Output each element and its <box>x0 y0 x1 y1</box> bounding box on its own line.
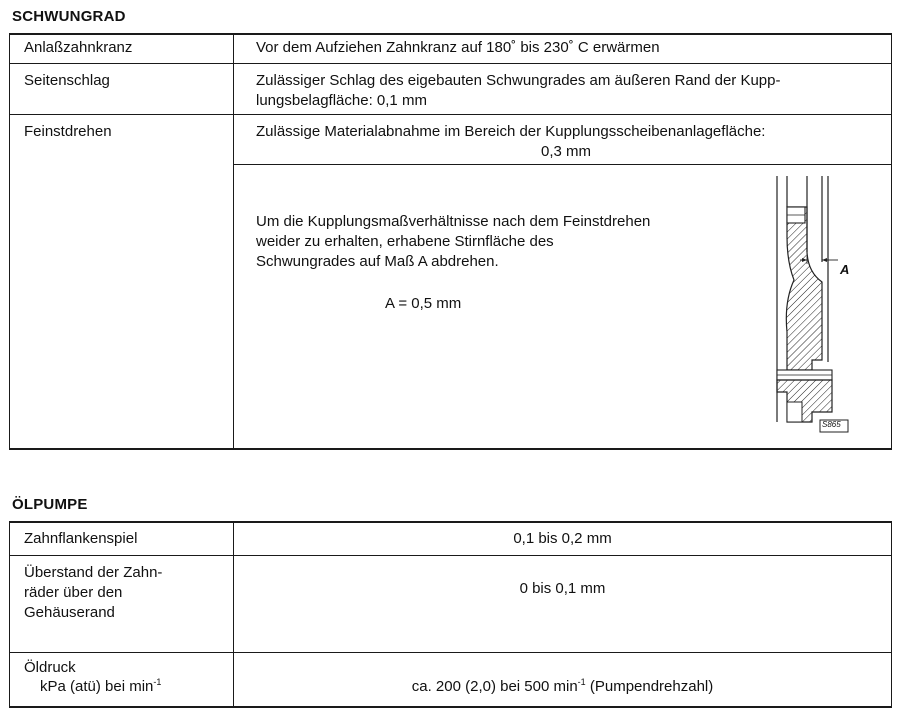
row-divider <box>9 63 892 64</box>
column-divider <box>233 33 234 450</box>
row-value-anlasszahnkranz: Vor dem Aufziehen Zahnkranz auf 180˚ bis 230˚ C erwärmen <box>256 39 660 56</box>
row-value-zahnflankenspiel: 0,1 bis 0,2 mm <box>513 530 612 547</box>
row-value-oeldruck <box>234 677 891 697</box>
row-divider <box>9 555 892 556</box>
row-value-ueberstand: 0 bis 0,1 mm <box>519 580 606 597</box>
dimension-label-a: A <box>840 262 850 277</box>
table-border-bottom <box>9 448 892 450</box>
row-label-feinstdrehen: Feinstdrehen <box>24 123 112 140</box>
oeldruck-value-suffix: (Pumpendrehzahl) <box>585 678 714 695</box>
figure-id: S865 <box>822 420 841 429</box>
oeldruck-unit-exponent: -1 <box>153 677 162 687</box>
table-border-left <box>9 521 10 708</box>
oeldruck-unit: kPa (atü) bei min <box>40 678 154 695</box>
section-title-schwungrad: SCHWUNGRAD <box>12 8 126 25</box>
row-label-ueberstand-line1: Überstand der Zahn- <box>24 564 163 581</box>
note-line2: weider zu erhalten, erhabene Stirnfläche des <box>256 233 554 250</box>
table-border-top <box>9 33 892 35</box>
row-label-ueberstand-line2: räder über den <box>24 584 123 601</box>
row-label-seitenschlag: Seitenschlag <box>24 72 110 89</box>
row-label-oeldruck-line1: Öldruck <box>24 659 76 676</box>
row-value-feinstdrehen-line1: Zulässige Materialabnahme im Bereich der Kupplungsscheibenanlagefläche: <box>256 123 766 140</box>
row-divider <box>9 652 892 653</box>
row-divider <box>233 164 892 165</box>
formula-a: A = 0,5 mm <box>385 295 462 312</box>
table-border-top <box>9 521 892 523</box>
table-border-left <box>9 33 10 450</box>
table-border-bottom <box>9 706 892 708</box>
note-line3: Schwungrades auf Maß A abdrehen. <box>256 253 499 270</box>
row-label-oeldruck-line2 <box>40 677 161 697</box>
row-value-seitenschlag-line2: lungsbelagfläche: 0,1 mm <box>256 92 427 109</box>
row-label-ueberstand-line3: Gehäuserand <box>24 604 115 621</box>
row-label-zahnflankenspiel: Zahnflankenspiel <box>24 530 138 547</box>
row-value-feinstdrehen-line2: 0,3 mm <box>540 143 591 160</box>
row-divider <box>9 114 892 115</box>
oeldruck-value: ca. 200 (2,0) bei 500 min <box>411 678 578 695</box>
row-label-anlasszahnkranz: Anlaßzahnkranz <box>24 39 133 56</box>
flywheel-section-drawing <box>762 172 872 438</box>
note-line1: Um die Kupplungsmaßverhältnisse nach dem Feinstdrehen <box>256 213 651 230</box>
table-border-right <box>891 521 892 708</box>
table-border-right <box>891 33 892 450</box>
section-title-oelpumpe: ÖLPUMPE <box>12 496 88 513</box>
oeldruck-value-exponent: -1 <box>577 677 586 687</box>
row-value-seitenschlag-line1: Zulässiger Schlag des eigebauten Schwungrades am äußeren Rand der Kupp- <box>256 72 781 89</box>
